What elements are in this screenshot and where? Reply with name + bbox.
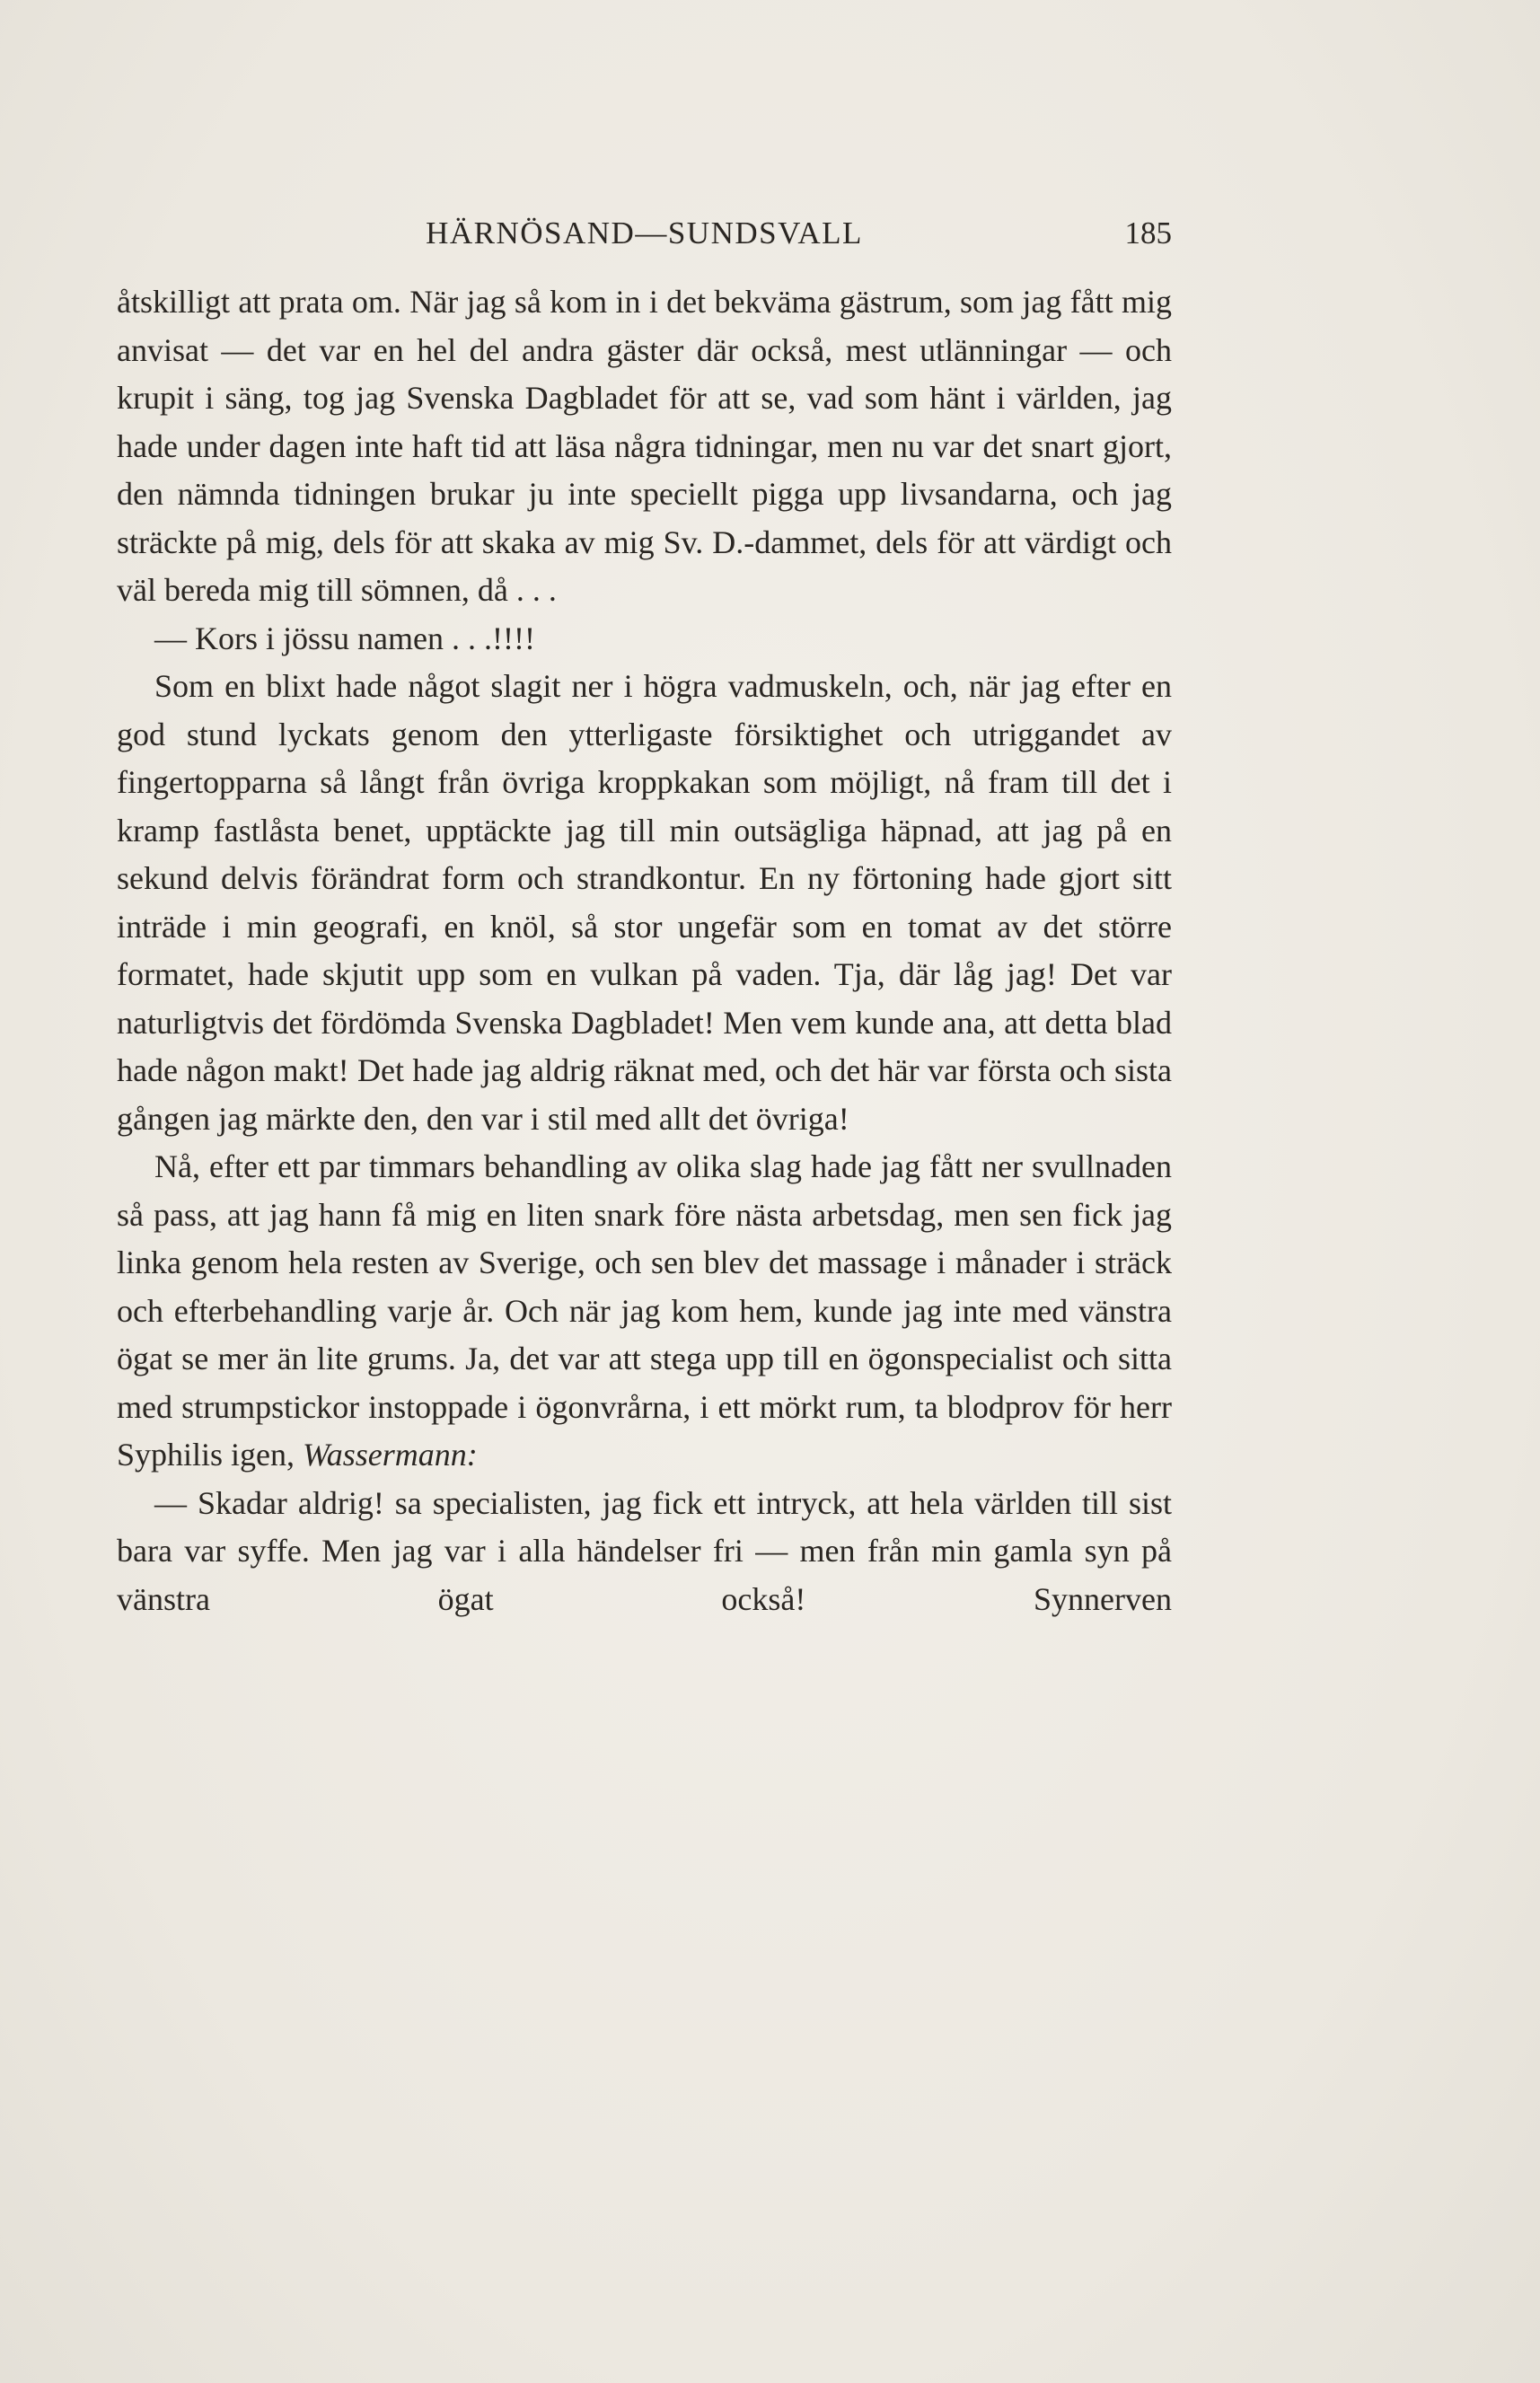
paragraph-3: Som en blixt hade något slagit ner i högra vadmuskeln, och, när jag efter en god stund lyckats genom den ytterligaste försiktighet och utriggandet av fingertopparna så långt från övriga kroppkakan som möjligt, nå fram till det i kramp fastlåsta benet, upptäckte jag till min outsägliga häpnad, att jag på en sekund delvis förändrat form och strandkontur. En ny förtoning hade gjort sitt inträde i min geografi, en knöl, så stor ungefär som en tomat av det större formatet, hade skjutit upp som en vulkan på vaden. Tja, där låg jag! Det var naturligtvis det fördömda Svenska Dagbladet! Men vem kunde ana, att detta blad hade någon makt! Det hade jag aldrig räknat med, och det här var första och sista gången jag märkte den, den var i stil med allt det övriga! [117,668,1172,1137]
body-text [117,278,1172,1623]
page-header [117,215,1172,269]
italic-name: Wassermann: [303,1437,478,1473]
paragraph-4 [117,1143,1172,1480]
page-number: 185 [1124,215,1172,251]
paragraph-5: — Skadar aldrig! sa specialisten, jag fick ett intryck, att hela världen till sist bara var syffe. Men jag var i alla händelser fri — men från min gamla syn på vänstra ögat också! Synnerven [117,1484,1172,1617]
paragraph-1: åtskilligt att prata om. När jag så kom in i det bekväma gästrum, som jag fått mig anvisat — det var en hel del andra gäster där också, mest utlänningar — och krupit i säng, tog jag Svenska Dagbladet för att se, vad som hänt i världen, jag hade under dagen inte haft tid att läsa några tidningar, men nu var det snart gjort, den nämnda tidningen brukar ju inte speciellt pigga upp livsandarna, och jag sträckte på mig, dels för att skaka av mig Sv. D.-dammet, dels för att värdigt och väl bereda mig till sömnen, då . . . [117,284,1172,608]
paragraph-4-text: Nå, efter ett par timmars behandling av olika slag hade jag fått ner svullnaden så pass, att jag hann få mig en liten snark före nästa arbetsdag, men sen fick jag linka genom hela resten av Sverige, och sen blev det massage i månader i sträck och efterbehandling varje år. Och när jag kom hem, kunde jag inte med vänstra ögat se mer än lite grums. Ja, det var att stega upp till en ögonspecialist och sitta med strumpstickor instoppade i ögonvrårna, i ett mörkt rum, ta blodprov för herr Syphilis igen, [117,1148,1172,1473]
running-head: HÄRNÖSAND—SUNDSVALL [426,215,863,251]
paragraph-2-exclamation: — Kors i jössu namen . . .!!!! [154,620,535,656]
